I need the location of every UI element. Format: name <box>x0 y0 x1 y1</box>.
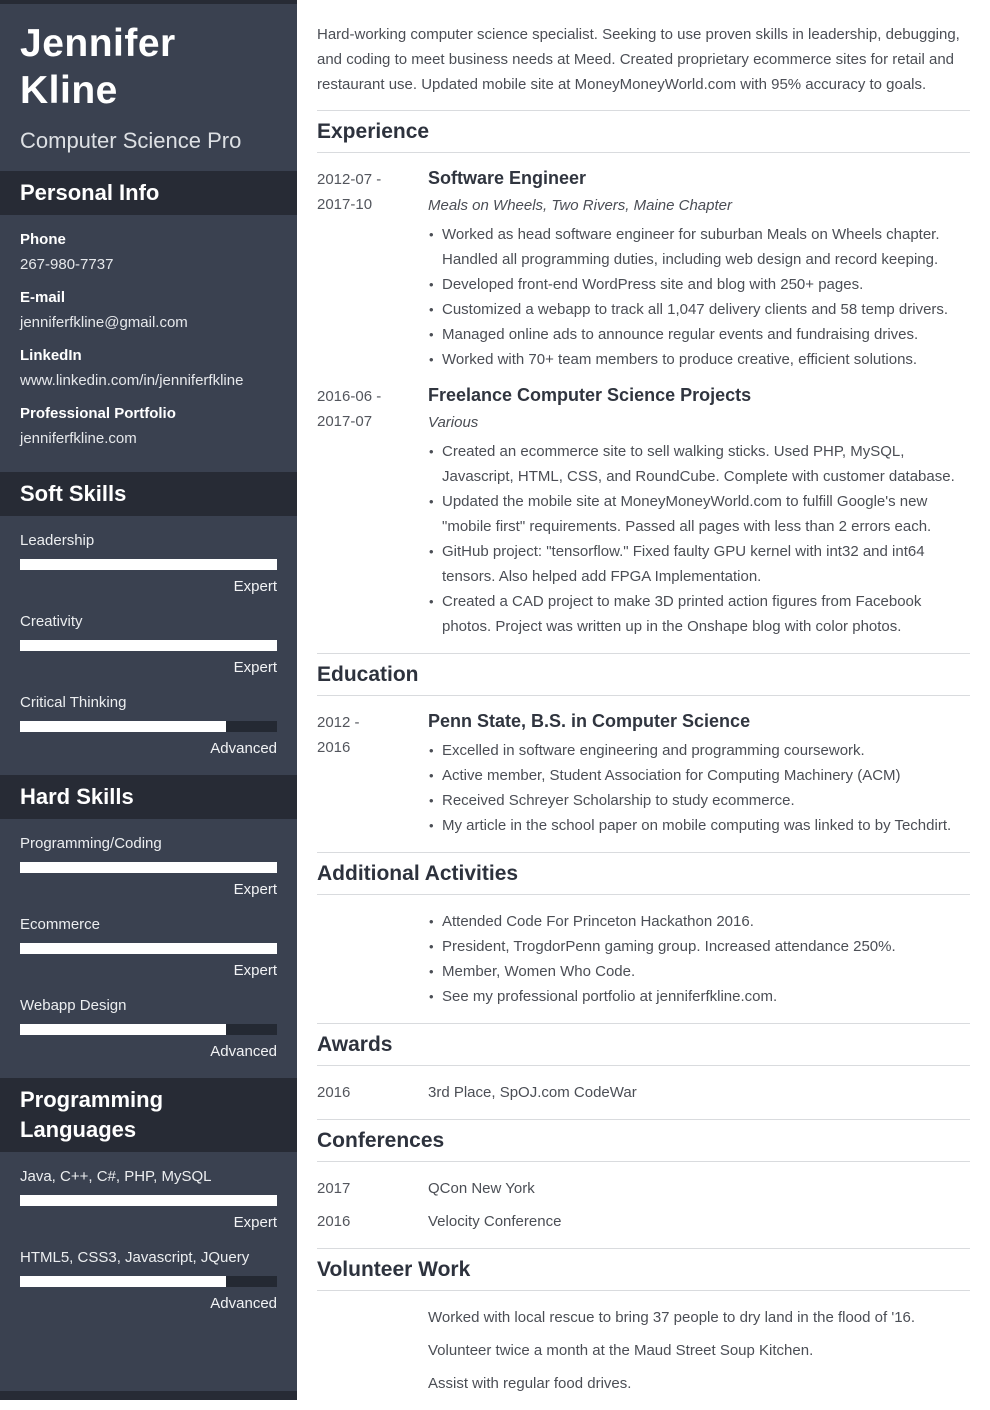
skill-name: Creativity <box>20 613 83 630</box>
skill-row <box>20 1249 277 1313</box>
personal-info-item <box>20 347 277 390</box>
bullet-item: • Active member, Student Association for Computing Machinery (ACM) <box>428 763 970 788</box>
bullet-item: • President, TrogdorPenn gaming group. Increased attendance 250%. <box>428 934 970 959</box>
sidebar-bottom-strip <box>0 1391 297 1400</box>
conference-text: Velocity Conference <box>428 1213 562 1230</box>
skill-bar-track <box>20 640 277 651</box>
skill-bar-track <box>20 862 277 873</box>
personal-info-heading: Personal Info <box>0 171 297 215</box>
conference-year: 2017 <box>317 1180 351 1197</box>
award-text: 3rd Place, SpOJ.com CodeWar <box>428 1084 637 1101</box>
resume-main <box>297 0 990 1410</box>
volunteer-entry <box>317 1305 970 1396</box>
job-employer: Meals on Wheels, Two Rivers, Maine Chapter <box>428 197 732 214</box>
bullet-item: • Member, Women Who Code. <box>428 959 970 984</box>
job-bullets <box>428 439 970 639</box>
skill-bar-track <box>20 559 277 570</box>
skill-level: Expert <box>233 1214 277 1231</box>
skill-name: Webapp Design <box>20 997 127 1014</box>
entry-dates-empty <box>317 909 428 1009</box>
education-section-content <box>317 696 970 852</box>
bullet-item: • Updated the mobile site at MoneyMoneyWorld.com to fulfill Google's new "mobile first" requirements. Passed all pages with less than 2 errors each. <box>428 489 970 539</box>
volunteer-paragraph: Volunteer twice a month at the Maud Street Soup Kitchen. <box>428 1342 814 1359</box>
volunteer-section-heading <box>317 1248 970 1291</box>
skill-row <box>20 694 277 758</box>
sidebar <box>0 0 297 1400</box>
experience-section-content <box>317 153 970 653</box>
experience-entry <box>317 167 970 372</box>
skill-name: Leadership <box>20 532 95 549</box>
entry-description <box>428 909 970 1009</box>
entry-description <box>428 384 970 639</box>
conference-row <box>317 1176 970 1201</box>
bullet-item: • Developed front-end WordPress site and blog with 250+ pages. <box>428 272 970 297</box>
bullet-item: • Managed online ads to announce regular events and fundraising drives. <box>428 322 970 347</box>
skill-bar-track <box>20 943 277 954</box>
skill-row <box>20 835 277 899</box>
skill-level: Advanced <box>210 1043 277 1060</box>
job-title: Freelance Computer Science Projects <box>428 385 752 405</box>
skill-bar-track <box>20 1195 277 1206</box>
soft-skills-list <box>0 516 297 758</box>
skill-bar-fill <box>20 721 226 732</box>
skill-level: Expert <box>233 659 277 676</box>
awards-section-content <box>317 1066 970 1119</box>
skill-bar-track <box>20 721 277 732</box>
skill-row <box>20 532 277 596</box>
conference-text: QCon New York <box>428 1180 535 1197</box>
date-to: 2017-07 <box>317 413 373 430</box>
experience-section-heading <box>317 110 970 153</box>
skill-bar-fill <box>20 1024 226 1035</box>
additional-activities-entry <box>317 909 970 1009</box>
hard-skills-list <box>0 819 297 1061</box>
email-value[interactable]: jenniferfkline@gmail.com <box>20 314 188 331</box>
bullet-item: • GitHub project: "tensorflow." Fixed faulty GPU kernel with int32 and int64 tensors. Also helped add FPGA Implementation. <box>428 539 970 589</box>
education-entry <box>317 710 970 838</box>
linkedin-label: LinkedIn <box>20 347 82 364</box>
activities-bullets <box>428 909 970 1009</box>
entry-description <box>428 710 970 838</box>
linkedin-value[interactable]: www.linkedin.com/in/jenniferfkline <box>20 372 244 389</box>
entry-dates <box>317 710 428 838</box>
name-block <box>0 4 297 154</box>
skill-level: Advanced <box>210 1295 277 1312</box>
skill-name: Critical Thinking <box>20 694 127 711</box>
personal-info-item <box>20 231 277 274</box>
section-title: Education <box>317 663 419 686</box>
date-from: 2012-07 - <box>317 171 382 188</box>
skill-bar-fill <box>20 862 277 873</box>
date-to: 2016 <box>317 739 351 756</box>
summary-paragraph: Hard-working computer science specialist. Seeking to use proven skills in leadership, debugging, and coding to meet business needs at Meed. Created proprietary ecommerce sites for retail and restaurant use. Updated mobile site at MoneyMoneyWorld.com with 95% accuracy to goals. <box>317 26 960 93</box>
skill-bar-fill <box>20 559 277 570</box>
personal-info-item <box>20 405 277 448</box>
portfolio-label: Professional Portfolio <box>20 405 176 422</box>
skill-level: Expert <box>233 578 277 595</box>
skill-name: HTML5, CSS3, Javascript, JQuery <box>20 1249 250 1266</box>
additional-activities-content <box>317 895 970 1023</box>
programming-languages-heading: Programming Languages <box>0 1078 297 1152</box>
entry-description <box>428 167 970 372</box>
bullet-item: • Attended Code For Princeton Hackathon 2016. <box>428 909 970 934</box>
volunteer-paragraph: Assist with regular food drives. <box>428 1375 632 1392</box>
skill-name: Java, C++, C#, PHP, MySQL <box>20 1168 212 1185</box>
conferences-section-heading <box>317 1119 970 1162</box>
conference-row <box>317 1209 970 1234</box>
hard-skills-heading: Hard Skills <box>0 775 297 819</box>
bullet-item: • Created a CAD project to make 3D printed action figures from Facebook photos. Project was written up in the Onshape blog with color photos. <box>428 589 970 639</box>
additional-activities-section-heading <box>317 852 970 895</box>
job-bullets <box>428 222 970 372</box>
bullet-item: • Received Schreyer Scholarship to study ecommerce. <box>428 788 970 813</box>
skill-row <box>20 997 277 1061</box>
phone-value: 267-980-7737 <box>20 256 114 273</box>
person-name <box>20 20 277 114</box>
bullet-item: • My article in the school paper on mobile computing was linked to by Techdirt. <box>428 813 970 838</box>
bullet-item: • Customized a webapp to track all 1,047 delivery clients and 58 temp drivers. <box>428 297 970 322</box>
bullet-item: • Excelled in software engineering and programming coursework. <box>428 738 970 763</box>
entry-dates <box>317 384 428 639</box>
skill-bar-fill <box>20 1276 226 1287</box>
award-row <box>317 1080 970 1105</box>
date-to: 2017-10 <box>317 196 373 213</box>
person-name-line1: Jennifer <box>20 22 176 65</box>
section-title: Additional Activities <box>317 862 519 885</box>
skill-level: Expert <box>233 881 277 898</box>
job-employer: Various <box>428 414 479 431</box>
person-title: Computer Science Pro <box>20 128 242 153</box>
skill-level: Advanced <box>210 740 277 757</box>
section-title: Awards <box>317 1033 393 1056</box>
bullet-item: • See my professional portfolio at jenniferfkline.com. <box>428 984 970 1009</box>
experience-entry <box>317 384 970 639</box>
person-name-line2: Kline <box>20 69 118 112</box>
section-title: Conferences <box>317 1129 445 1152</box>
skill-bar-fill <box>20 640 277 651</box>
programming-languages-list <box>0 1152 297 1313</box>
section-title: Experience <box>317 120 430 143</box>
bullet-item: • Worked as head software engineer for suburban Meals on Wheels chapter. Handled all programming duties, including web design and record keeping. <box>428 222 970 272</box>
section-title: Volunteer Work <box>317 1258 471 1281</box>
education-section-heading <box>317 653 970 696</box>
entry-dates-empty <box>317 1305 428 1396</box>
conferences-section-content <box>317 1162 970 1248</box>
email-label: E-mail <box>20 289 66 306</box>
phone-label: Phone <box>20 231 66 248</box>
skill-bar-fill <box>20 1195 277 1206</box>
bullet-item: • Worked with 70+ team members to produce creative, efficient solutions. <box>428 347 970 372</box>
skill-row <box>20 613 277 677</box>
bullet-item: • Created an ecommerce site to sell walking sticks. Used PHP, MySQL, Javascript, HTML, CSS, and RoundCube. Complete with customer database. <box>428 439 970 489</box>
volunteer-section-content <box>317 1291 970 1410</box>
volunteer-paragraph: Worked with local rescue to bring 37 people to dry land in the flood of '16. <box>428 1309 916 1326</box>
skill-name: Programming/Coding <box>20 835 162 852</box>
degree-title: Penn State, B.S. in Computer Science <box>428 711 751 731</box>
education-bullets <box>428 738 970 838</box>
skill-bar-track <box>20 1276 277 1287</box>
entry-description <box>428 1305 970 1396</box>
skill-level: Expert <box>233 962 277 979</box>
portfolio-value[interactable]: jenniferfkline.com <box>20 430 137 447</box>
awards-section-heading <box>317 1023 970 1066</box>
entry-dates <box>317 167 428 372</box>
personal-info-list <box>0 215 297 448</box>
skill-name: Ecommerce <box>20 916 101 933</box>
award-year: 2016 <box>317 1084 351 1101</box>
conference-year: 2016 <box>317 1213 351 1230</box>
skill-bar-track <box>20 1024 277 1035</box>
date-from: 2012 - <box>317 714 360 731</box>
skill-row <box>20 1168 277 1232</box>
skill-row <box>20 916 277 980</box>
job-title: Software Engineer <box>428 168 587 188</box>
skill-bar-fill <box>20 943 277 954</box>
date-from: 2016-06 - <box>317 388 382 405</box>
soft-skills-heading: Soft Skills <box>0 472 297 516</box>
personal-info-item <box>20 289 277 332</box>
